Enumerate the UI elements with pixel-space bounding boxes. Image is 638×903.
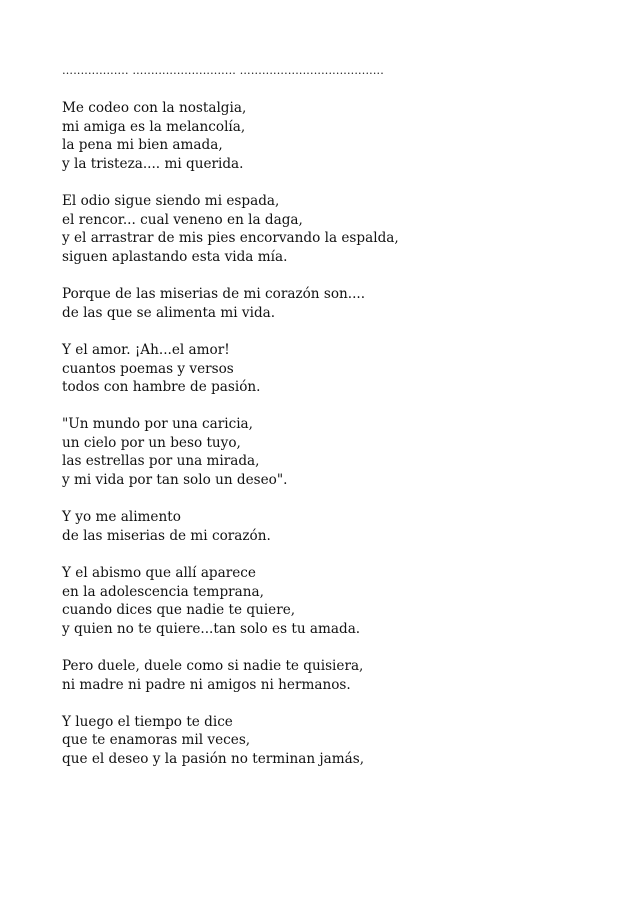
poem-line: Me codeo con la nostalgia, [62, 100, 247, 117]
poem-line: Pero duele, duele como si nadie te quisiera, [62, 658, 364, 674]
stanza-9 [62, 713, 602, 769]
poem-line: Y luego el tiempo te dice [62, 713, 233, 730]
stanza-7 [62, 564, 602, 638]
poem-line: de las que se alimenta mi vida. [62, 304, 276, 321]
header-dots: …............... …......................... ….................................... [62, 64, 384, 77]
poem-line: y quien no te quiere...tan solo es tu amada. [62, 620, 361, 637]
poem-line: de las miserias de mi corazón. [62, 527, 271, 544]
stanza-4 [62, 341, 602, 397]
stanza-2 [62, 192, 602, 266]
stanza-5 [62, 415, 602, 489]
poem-line: un cielo por un beso tuyo, [62, 434, 241, 451]
poem-line: en la adolescencia temprana, [62, 583, 264, 600]
poem-line: ni madre ni padre ni amigos ni hermanos. [62, 676, 351, 693]
poem-line: Y yo me alimento [62, 509, 181, 526]
poem-line: "Un mundo por una caricia, [62, 416, 253, 433]
poem-line: Porque de las miserias de mi corazón son.... [62, 286, 366, 303]
stanza-6 [62, 508, 602, 545]
poem-line: cuando dices que nadie te quiere, [62, 602, 296, 619]
poem-line: las estrellas por una mirada, [62, 453, 260, 470]
poem-line: que el deseo y la pasión no terminan jamás, [62, 750, 365, 767]
poem-line: y el arrastrar de mis pies encorvando la espalda, [62, 230, 399, 247]
poem-line: Y el abismo que allí aparece [62, 565, 256, 582]
poem-line: y la tristeza.... mi querida. [62, 155, 244, 172]
poem-line: Y el amor. ¡Ah...el amor! [62, 341, 230, 358]
poem-line: y mi vida por tan solo un deseo". [62, 472, 288, 489]
poem-line: mi amiga es la melancolía, [62, 118, 246, 135]
poem-line: el rencor... cual veneno en la daga, [62, 211, 303, 228]
poem-text [62, 62, 602, 787]
poem-line: todos con hambre de pasión. [62, 379, 261, 396]
poem-line: que te enamoras mil veces, [62, 732, 251, 749]
stanza-8 [62, 657, 602, 694]
stanza-1 [62, 99, 602, 173]
poem-line: la pena mi bien amada, [62, 137, 223, 154]
poem-line: siguen aplastando esta vida mía. [62, 248, 288, 265]
stanza-3 [62, 285, 602, 322]
poem-line: El odio sigue siendo mi espada, [62, 193, 280, 210]
poem-line: cuantos poemas y versos [62, 360, 234, 377]
